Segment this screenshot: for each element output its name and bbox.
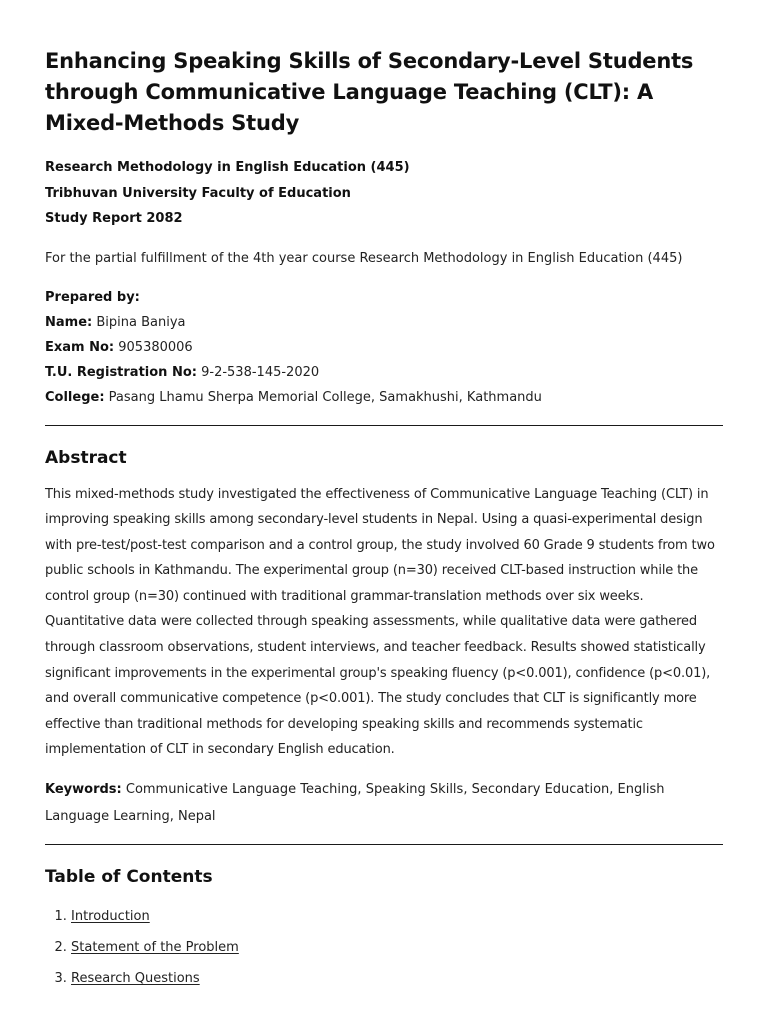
toc-link-research-questions[interactable]: Research Questions [71,971,200,987]
toc-link-introduction[interactable]: Introduction [71,909,150,925]
prepared-by-heading [45,285,723,310]
exam-no-row [45,335,723,360]
toc-list [45,901,723,994]
toc-link-statement-of-the-problem[interactable]: Statement of the Problem [71,940,239,956]
divider [45,425,723,426]
divider [45,844,723,845]
exam-no-label: Exam No: [45,339,115,355]
exam-no-value: 905380006 [114,339,193,355]
prepared-by-block [45,285,723,411]
toc-item [71,901,723,932]
abstract-heading: Abstract [45,447,127,468]
toc-item [71,963,723,994]
registration-no-label: T.U. Registration No: [45,365,197,381]
document-title: Enhancing Speaking Skills of Secondary-Level Students through Communicative Language Teaching (CLT): A Mixed-Methods Study [45,49,694,135]
college-row [45,385,723,410]
purpose-statement: For the partial fulfillment of the 4th year course Research Methodology in English Education (445) [45,250,683,266]
keywords-label: Keywords: [45,782,122,798]
author-name-label: Name: [45,314,93,330]
toc-item [71,932,723,963]
abstract-body: This mixed-methods study investigated the effectiveness of Communicative Language Teaching (CLT) in improving speaking skills among secondary-level students in Nepal. Using a quasi-experimental design with pre-test/post-test comparison and a control group, the study involved 60 Grade 9 students from two public schools in Kathmandu. The experimental group (n=30) received CLT-based instruction while the control group (n=30) continued with traditional grammar-translation methods over six weeks. Quantitative data were collected through speaking assessments, while qualitative data were gathered through classroom observations, student interviews, and teacher feedback. Results showed statistically significant improvements in the experimental group's speaking fluency (p<0.001), confidence (p<0.01), and overall communicative competence (p<0.001). The study concludes that CLT is significantly more effective than traditional methods for developing speaking skills and recommends systematic implementation of CLT in secondary English education. [45,486,715,758]
document-page [45,0,723,994]
prepared-by-label: Prepared by: [45,289,140,305]
registration-no-row [45,360,723,385]
toc-heading: Table of Contents [45,867,213,888]
keywords-row [45,777,723,830]
college-value: Pasang Lhamu Sherpa Memorial College, Samakhushi, Kathmandu [104,390,542,406]
registration-no-value: 9-2-538-145-2020 [196,365,320,381]
course-name: Research Methodology in English Education (445) [45,160,410,175]
report-label: Study Report 2082 [45,211,183,226]
institution-name: Tribhuvan University Faculty of Education [45,185,351,201]
author-name-row [45,310,723,335]
keywords-value: Communicative Language Teaching, Speaking Skills, Secondary Education, English Language Learning, Nepal [45,782,665,824]
author-name-value: Bipina Baniya [92,314,186,330]
college-label: College: [45,390,105,406]
